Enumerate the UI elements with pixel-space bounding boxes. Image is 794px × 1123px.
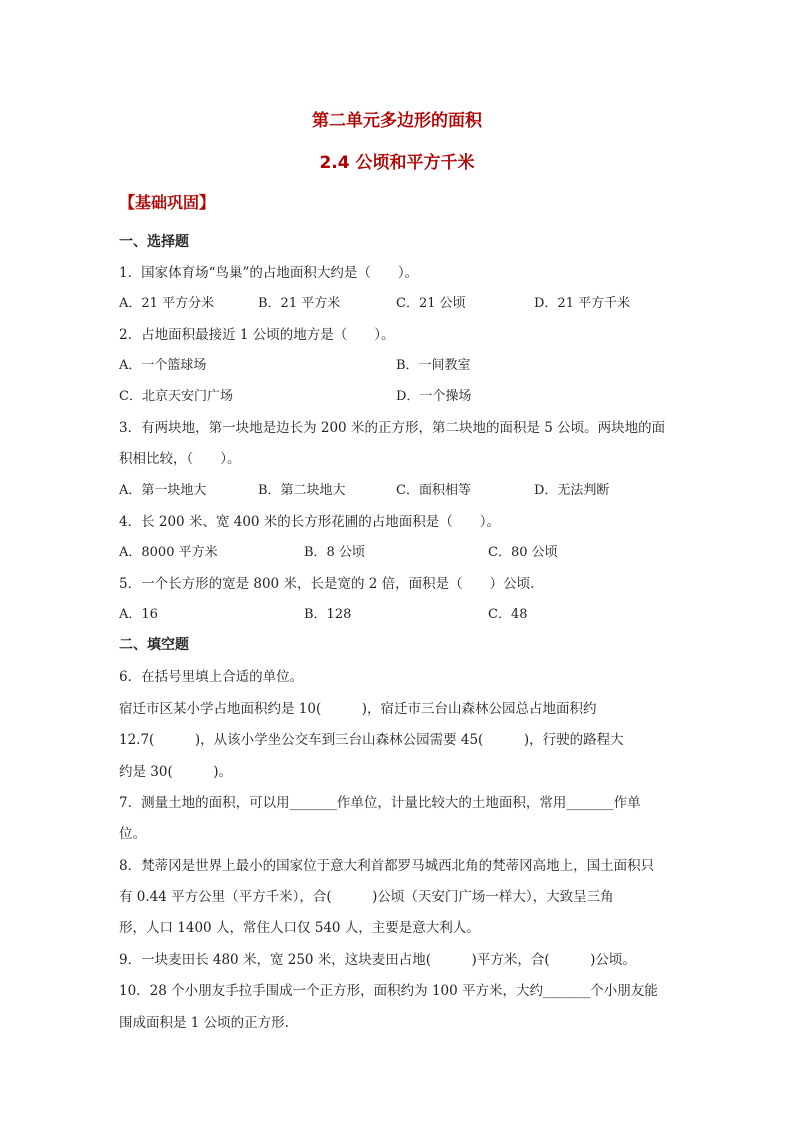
question-5-option-b: B．128 bbox=[304, 607, 352, 622]
question-1-option-d: D．21 平方千米 bbox=[534, 296, 631, 311]
question-6-line-1: 6．在括号里填上合适的单位。 bbox=[119, 669, 304, 685]
question-3-option-a: A．第一块地大 bbox=[119, 483, 207, 498]
question-2-text: 2．占地面积最接近 1 公顷的地方是（ ）。 bbox=[119, 327, 395, 343]
question-8-line-1: 8．梵蒂冈是世界上最小的国家位于意大利首都罗马城西北角的梵蒂冈高地上，国土面积只 bbox=[119, 858, 655, 874]
question-4-option-a: A．8000 平方米 bbox=[119, 545, 218, 560]
question-4-text: 4．长 200 米、宽 400 米的长方形花圃的占地面积是（ ）。 bbox=[119, 514, 501, 530]
page-subtitle: 2.4 公顷和平方千米 bbox=[319, 153, 475, 173]
question-10-line-2: 围成面积是 1 公顷的正方形. bbox=[119, 1015, 289, 1031]
question-6-line-3: 12.7( )，从该小学坐公交车到三台山森林公园需要 45( )，行驶的路程大 bbox=[119, 732, 624, 748]
question-5-text: 5．一个长方形的宽是 800 米，长是宽的 2 倍，面积是（ ）公顷． bbox=[119, 576, 544, 592]
question-4-option-c: C．80 公顷 bbox=[488, 545, 558, 560]
page-title: 第二单元多边形的面积 bbox=[312, 111, 482, 131]
question-4-option-b: B．8 公顷 bbox=[304, 545, 365, 560]
question-8-line-3: 形，人口 1400 人，常住人口仅 540 人，主要是意大利人。 bbox=[119, 920, 480, 936]
question-10-line-1: 10．28 个小朋友手拉手围成一个正方形，面积约为 100 平方米，大约_______个小朋友能 bbox=[119, 983, 658, 999]
part2-heading: 二、填空题 bbox=[119, 637, 189, 653]
question-3-option-b: B．第二块地大 bbox=[258, 483, 346, 498]
question-1-text: 1．国家体育场“鸟巢”的占地面积大约是（ ）。 bbox=[119, 265, 419, 281]
question-8-line-2: 有 0.44 平方公里（平方千米），合( )公顷（天安门广场一样大），大致呈三角 bbox=[119, 889, 614, 905]
question-6-line-4: 约是 30( )。 bbox=[119, 764, 233, 780]
question-7-line-1: 7．测量土地的面积，可以用_______作单位，计量比较大的土地面积，常用_______作单 bbox=[119, 795, 641, 811]
question-7-line-2: 位。 bbox=[119, 826, 146, 842]
question-2-option-a: A．一个篮球场 bbox=[119, 358, 207, 373]
question-2-option-b: B．一间教室 bbox=[396, 358, 471, 373]
question-3-option-c: C．面积相等 bbox=[396, 483, 471, 498]
question-9-text: 9．一块麦田长 480 米，宽 250 米，这块麦田占地( )平方米，合( )公顷。 bbox=[119, 952, 636, 968]
question-3-line-1: 3．有两块地，第一块地是边长为 200 米的正方形，第二块地的面积是 5 公顷。两块地的面 bbox=[119, 420, 666, 436]
question-1-option-a: A．21 平方分米 bbox=[119, 296, 215, 311]
question-1-option-c: C．21 公顷 bbox=[396, 296, 466, 311]
question-2-option-d: D．一个操场 bbox=[396, 389, 472, 404]
question-2-option-c: C．北京天安门广场 bbox=[119, 389, 233, 404]
question-3-option-d: D．无法判断 bbox=[534, 483, 610, 498]
question-5-option-a: A．16 bbox=[119, 607, 158, 622]
question-3-line-2: 积相比较，（ ）。 bbox=[119, 451, 241, 467]
question-1-option-b: B．21 平方米 bbox=[258, 296, 341, 311]
section-tag: 【基础巩固】 bbox=[119, 193, 216, 212]
part1-heading: 一、选择题 bbox=[119, 234, 189, 250]
question-6-line-2: 宿迁市区某小学占地面积约是 10( )，宿迁市三台山森林公园总占地面积约 bbox=[119, 701, 597, 717]
question-5-option-c: C．48 bbox=[488, 607, 528, 622]
